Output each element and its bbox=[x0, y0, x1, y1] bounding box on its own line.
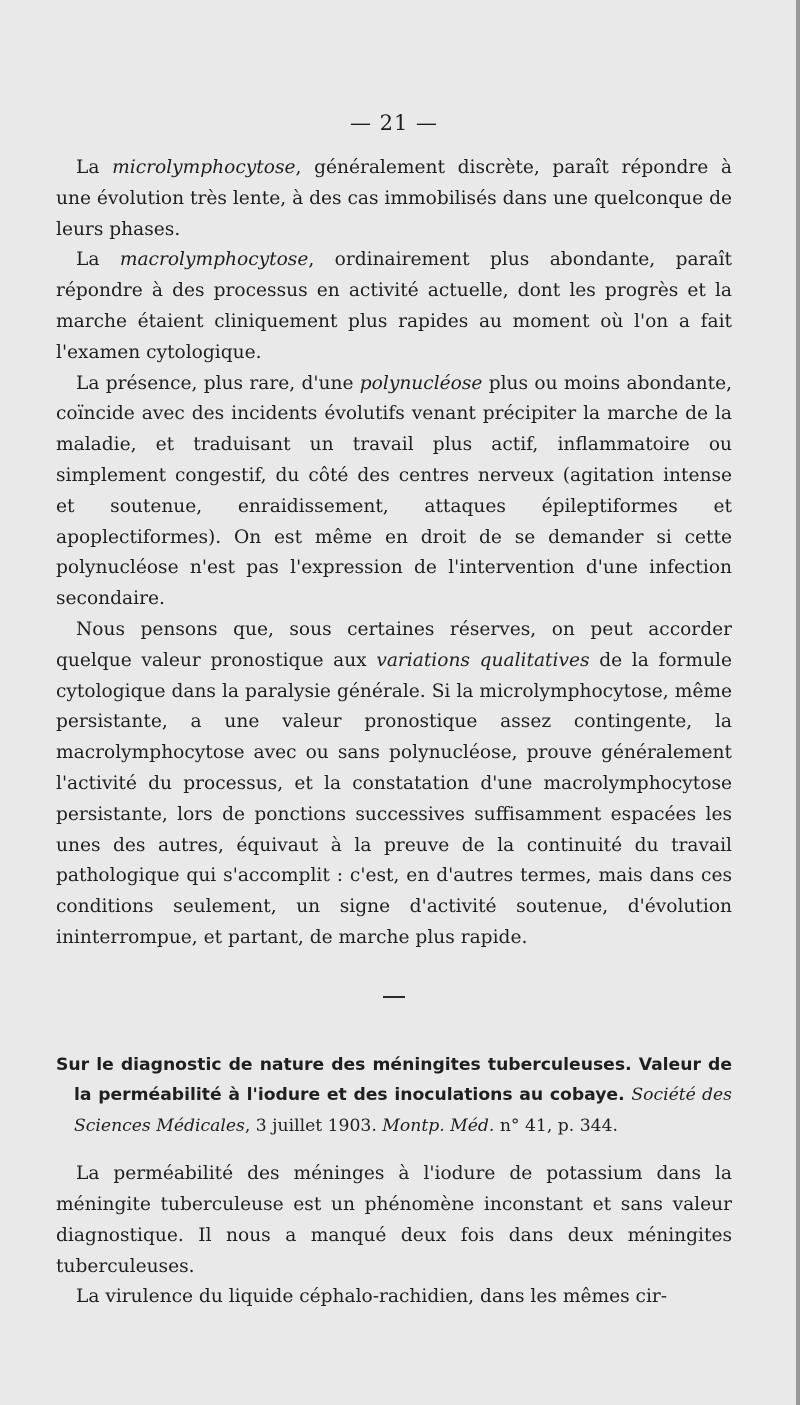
paragraph-text: plus ou moins abondante, coïncide avec des incidents évolutifs venant précipiter la marche de la maladie, et traduisant un travail plus actif, inflammatoire ou simplement congestif, du côté des centres nerveux (agitation intense et soutenue, enraidissement, attaques épileptiformes et apoplectiformes). On est même en droit de se demander si cette polynucléose n'est pas l'expression de l'intervention d'une infection secondaire. bbox=[56, 372, 732, 610]
paragraph-virulence: La virulence du liquide céphalo-rachidien, dans les mêmes cir- bbox=[76, 1286, 668, 1308]
source-society: Société des Sciences Médicales bbox=[74, 1085, 733, 1136]
emphasis-term: macrolymphocytose bbox=[119, 249, 309, 271]
paragraph-permeabilite: La perméabilité des méninges à l'iodure de potassium dans la méningite tuberculeuse est un phénomène inconstant et sans valeur diagnostique. Il nous a manqué deux fois dans deux méningites tuberculeuses. bbox=[56, 1163, 732, 1277]
source-date: , 3 juillet 1903. bbox=[244, 1115, 383, 1136]
text-block bbox=[56, 108, 732, 1313]
paragraph-text: La présence, plus rare, d'une bbox=[76, 372, 360, 394]
emphasis-term: microlymphocytose bbox=[112, 157, 296, 178]
paragraph-macrolymphocytose bbox=[56, 245, 732, 368]
page-edge-shadow bbox=[796, 0, 800, 1405]
section-divider bbox=[383, 996, 405, 998]
paragraph-pronostic bbox=[56, 615, 732, 954]
paragraph-text: La bbox=[76, 249, 120, 271]
source-reference: n° 41, p. 344. bbox=[494, 1115, 618, 1136]
emphasis-term: polynucléose bbox=[359, 372, 483, 394]
paragraph-text: , généralement discrète, paraît répondre à une évolution très lente, à des cas immobilisés dans une quelconque de leurs phases. bbox=[56, 157, 733, 240]
section-heading bbox=[56, 1050, 732, 1142]
source-journal: Montp. Méd. bbox=[382, 1115, 495, 1136]
page-number: — 21 — bbox=[349, 111, 439, 135]
paragraph-polynucleose bbox=[56, 369, 732, 615]
paragraph-text: La bbox=[76, 157, 113, 178]
emphasis-term: variations qualitatives bbox=[376, 649, 590, 671]
paragraph-text: , ordinairement plus abondante, paraît répondre à des processus en activité actuelle, dont les progrès et la marche étaient cliniquement plus rapides au moment où l'on a fait l'examen cytologique. bbox=[56, 249, 732, 363]
paragraph-microlymphocytose bbox=[56, 153, 732, 245]
paragraph-text: Nous pensons que, sous certaines réserves, on peut accorder quelque valeur pronostique aux bbox=[56, 618, 732, 671]
paragraph-text: de la formule cytologique dans la paralysie générale. Si la microlymphocytose, même persistante, a une valeur pronostique assez contingente, la macrolymphocytose avec ou sans polynucléose, prouve généralement l'activité du processus, et la constatation d'une macrolymphocytose persistante, lors de ponctions successives suffisamment espacées les unes des autres, équivaut à la preuve de la continuité du travail pathologique qui s'accomplit : c'est, en d'autres termes, mais dans ces conditions seulement, un signe d'activité soutenue, d'évolution ininterrompue, et partant, de marche plus rapide. bbox=[56, 649, 732, 948]
section-title: Sur le diagnostic de nature des méningites tuberculeuses. Valeur de la perméabilité à l'iodure et des inoculations au cobaye. bbox=[56, 1054, 732, 1106]
